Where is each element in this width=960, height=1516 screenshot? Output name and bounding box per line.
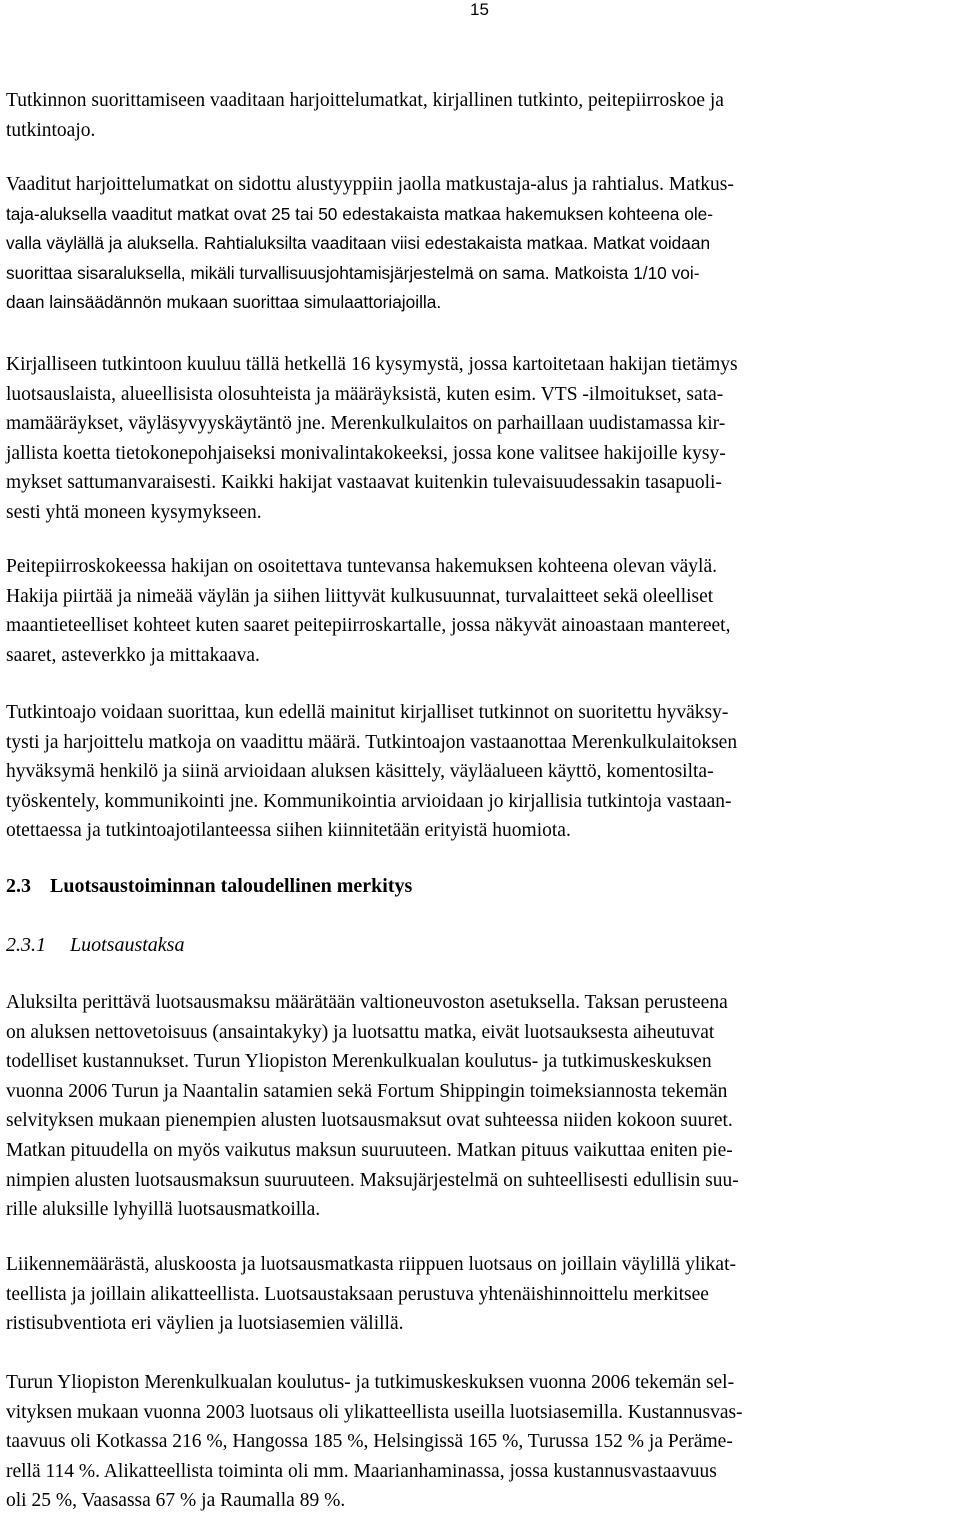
text-line: nimpien alusten luotsausmaksun suuruuteen. Maksujärjestelmä on suhteellisesti edullisin suu-	[6, 1169, 739, 1191]
section-title: Luotsaustoiminnan taloudellinen merkitys	[50, 875, 413, 897]
text-line: oli 25 %, Vaasassa 67 % ja Raumalla 89 %.	[6, 1490, 346, 1512]
text-line: taavuus oli Kotkassa 216 %, Hangossa 185 %, Helsingissä 165 %, Turussa 152 % ja Perämе-	[6, 1431, 733, 1453]
text-line: daan lainsäädännön mukaan suorittaa simulaattoriajoilla.	[6, 292, 442, 313]
text-line: työskentely, kommunikointi jne. Kommunikointia arvioidaan jo kirjallisia tutkintoja vastaan-	[6, 790, 732, 812]
text-line: vityksen mukaan vuonna 2003 luotsaus oli ylikatteellista useilla luotsiasemilla. Kustannusvas-	[6, 1401, 743, 1423]
text-line: valla väylällä ja aluksella. Rahtialuksilta vaaditaan viisi edestakaista matkaa. Matkat voidaan	[6, 233, 711, 254]
text-line: tysti ja harjoittelu matkoja on vaadittu määrä. Tutkintoajon vastaanottaa Merenkulkulaitoksen	[6, 731, 738, 753]
text-line: hyväksymä henkilö ja siinä arvioidaan aluksen käsittely, väyläalueen käyttö, komentosilta-	[6, 761, 714, 783]
text-line: luotsauslaista, alueellisista olosuhteista ja määräyksistä, kuten esim. VTS -ilmoitukset, sata-	[6, 383, 724, 405]
paragraph-exam-requirements	[6, 86, 952, 145]
subsection-title: Luotsaustaksa	[70, 934, 185, 956]
text-line: mamääräykset, väyläsyvyyskäytäntö jne. Merenkulkulaitos on parhaillaan uudistamassa kir-	[6, 413, 726, 435]
text-line: Kirjalliseen tutkintoon kuuluu tällä hetkellä 16 kysymystä, jossa kartoitetaan hakijan tietämys	[6, 354, 738, 375]
text-line: on aluksen nettovetoisuus (ansaintakyky) ja luotsattu matka, eivät luotsauksesta aiheutuvat	[6, 1021, 715, 1043]
text-line: maantieteelliset kohteet kuten saaret peitepiirroskartalle, jossa näkyvät ainoastaan mantereet,	[6, 615, 731, 637]
paragraph-exam-drive	[6, 698, 952, 846]
text-line: Hakija piirtää ja nimeää väylän ja siihen liittyvät kulkusuunnat, turvalaitteet sekä oleelliset	[6, 585, 714, 607]
section-heading	[6, 872, 952, 900]
section-number: 2.3	[6, 875, 31, 897]
text-line: jallista koetta tietokonepohjaiseksi monivalintakokeeksi, jossa kone valitsee hakijoille kysy-	[6, 442, 726, 464]
paragraph-pilotage-fee	[6, 988, 952, 1225]
page-number: 15	[470, 0, 489, 19]
text-line: rille aluksille lyhyillä luotsausmatkoilla.	[6, 1199, 321, 1221]
text-line: Peitepiirroskokeessa hakijan on osoitettava tuntevansa hakemuksen kohteena olevan väylä.	[6, 556, 717, 577]
text-line: Turun Yliopiston Merenkulkualan koulutus- ja tutkimuskeskuksen vuonna 2006 tekemän sel-	[6, 1372, 735, 1393]
text-line: Tutkinnon suorittamiseen vaaditaan harjoittelumatkat, kirjallinen tutkinto, peitepiirroskoe ja	[6, 90, 724, 111]
text-line: suorittaa sisaraluksella, mikäli turvallisuusjohtamisjärjestelmä on sama. Matkoista 1/10 voi-	[6, 262, 700, 283]
text-line: Tutkintoajo voidaan suorittaa, kun edellä mainitut kirjalliset tutkinnot on suoritettu hyväksy-	[6, 702, 729, 723]
text-line: rellä 114 %. Alikatteellista toiminta oli mm. Maarianhaminassa, jossa kustannusvastaavuus	[6, 1460, 717, 1482]
subsection-heading	[6, 931, 952, 959]
paragraph-written-exam	[6, 350, 952, 528]
paragraph-cost-coverage	[6, 1368, 952, 1516]
text-line: selvityksen mukaan pienempien alusten luotsausmaksut ovat suhteessa niiden kokoon suuret.	[6, 1110, 733, 1132]
text-line: tutkintoajo.	[6, 119, 96, 141]
text-line: ristisubventiota eri väylien ja luotsiasemien välillä.	[6, 1313, 404, 1335]
text-line: sesti yhtä moneen kysymykseen.	[6, 501, 262, 523]
paragraph-cross-subsidy	[6, 1250, 952, 1339]
text-line: saaret, asteverkko ja mittakaava.	[6, 644, 260, 666]
text-line: mykset sattumanvaraisesti. Kaikki hakijat vastaavat kuitenkin tulevaisuudessakin tasapuoli-	[6, 472, 722, 494]
text-line: Liikennemäärästä, aluskoosta ja luotsausmatkasta riippuen luotsaus on joillain väylillä ylikat-	[6, 1254, 736, 1275]
text-line: Vaaditut harjoittelumatkat on sidottu alustyyppiin jaolla matkustaja-alus ja rahtialus. Matkus-	[6, 174, 734, 195]
paragraph-training-trips	[6, 170, 952, 318]
text-line: vuonna 2006 Turun ja Naantalin satamien sekä Fortum Shippingin toimeksiannosta tekemän	[6, 1080, 728, 1102]
text-line: taja-aluksella vaaditut matkat ovat 25 tai 50 edestakaista matkaa hakemuksen kohteena ole-	[6, 203, 714, 224]
text-line: otettaessa ja tutkintoajotilanteessa siihen kiinnitetään erityistä huomiota.	[6, 820, 571, 842]
text-line: teellista ja joillain alikatteellista. Luotsaustaksaan perustuva yhtenäishinnoittelu merkitsee	[6, 1283, 709, 1305]
subsection-number: 2.3.1	[6, 934, 46, 956]
paragraph-chart-drawing-test	[6, 552, 952, 670]
text-line: Aluksilta perittävä luotsausmaksu määrätään valtioneuvoston asetuksella. Taksan perusteena	[6, 992, 728, 1013]
text-line: Matkan pituudella on myös vaikutus maksun suuruuteen. Matkan pituus vaikuttaa eniten pie-	[6, 1139, 733, 1161]
text-line: todelliset kustannukset. Turun Yliopiston Merenkulkualan koulutus- ja tutkimuskeskuksen	[6, 1051, 712, 1073]
